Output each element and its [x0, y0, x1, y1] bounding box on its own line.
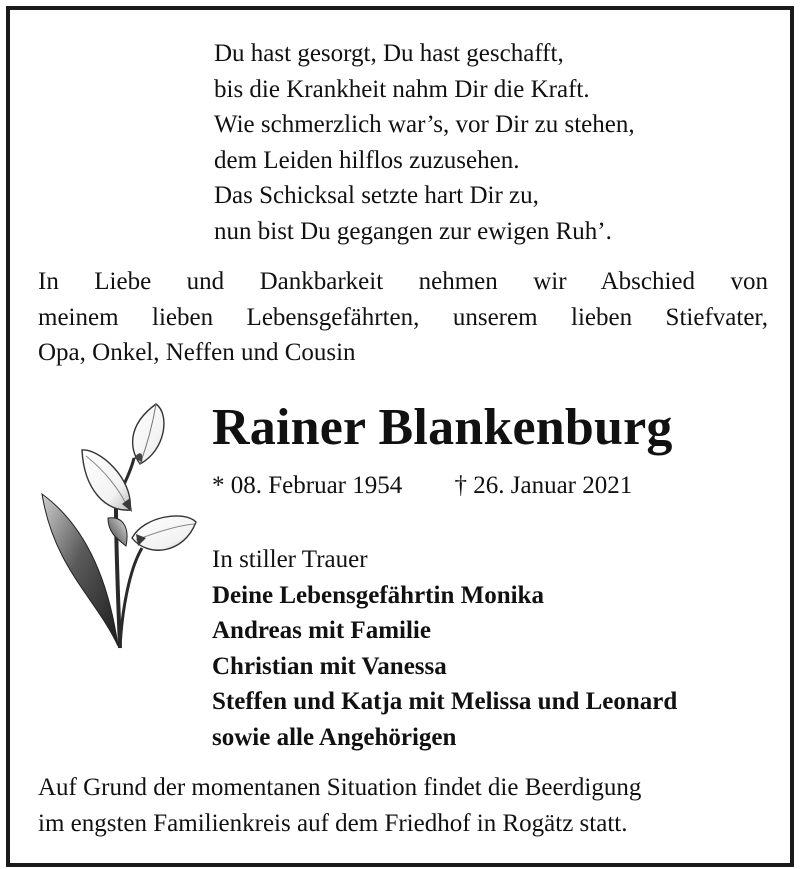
- mourner-name: Andreas mit Familie: [212, 617, 431, 644]
- poem-line: Das Schicksal setzte hart Dir zu,: [214, 182, 539, 209]
- mourning-heading: In stiller Trauer: [212, 546, 368, 573]
- farewell-intro: [38, 264, 768, 371]
- poem-line: Du hast gesorgt, Du hast geschafft,: [214, 40, 564, 67]
- death-date: † 26. Januar 2021: [454, 472, 633, 499]
- poem-line: Wie schmerzlich war’s, vor Dir zu stehen,: [214, 111, 635, 138]
- funeral-notice: [38, 770, 641, 841]
- footer-line: im engsten Familienkreis auf dem Friedhof in Rogätz statt.: [38, 809, 628, 837]
- poem-line: bis die Krankheit nahm Dir die Kraft.: [214, 75, 590, 103]
- footer-line: Auf Grund der momentanen Situation findet die Beerdigung: [38, 774, 642, 801]
- birth-date: * 08. Februar 1954: [212, 472, 403, 499]
- poem-line: nun bist Du gegangen zur ewigen Ruh’.: [214, 217, 612, 245]
- poem: [214, 36, 635, 249]
- deceased-name: Rainer Blankenburg: [212, 399, 673, 456]
- mourner-name: Christian mit Vanessa: [212, 652, 447, 680]
- mourner-name: sowie alle Angehörigen: [212, 723, 457, 751]
- calla-lily-icon: [34, 398, 204, 658]
- intro-line: Opa, Onkel, Neffen und Cousin: [38, 339, 356, 366]
- intro-line: In Liebe und Dankbarkeit nehmen wir Abschied von: [38, 268, 768, 295]
- life-dates: [212, 472, 632, 500]
- mourner-name: Steffen und Katja mit Melissa und Leonard: [212, 688, 678, 715]
- mourner-name: Deine Lebensgefährtin Monika: [212, 581, 544, 609]
- mourners-block: [212, 542, 677, 755]
- obituary-frame: [6, 6, 794, 867]
- intro-line: meinem lieben Lebensgefährten, unserem lieben Stiefvater,: [38, 303, 768, 331]
- poem-line: dem Leiden hilflos zuzusehen.: [214, 146, 520, 174]
